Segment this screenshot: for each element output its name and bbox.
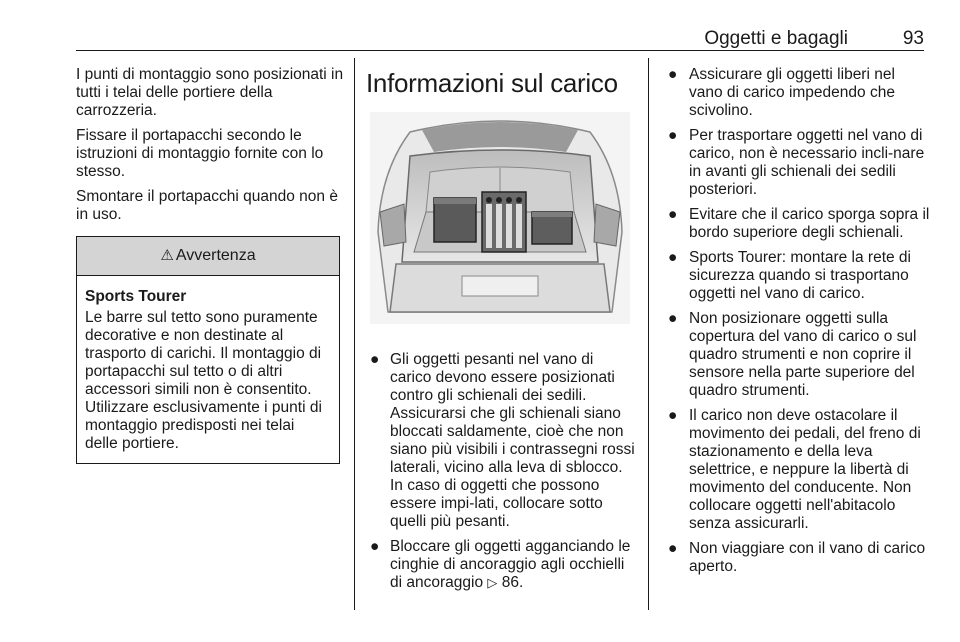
bullet-list [366, 351, 638, 592]
warning-box [76, 236, 340, 464]
list-item: ● Evitare che il carico sporga sopra il bordo superiore degli schienali. [668, 206, 930, 241]
warning-body [77, 276, 339, 463]
paragraph: Fissare il portapacchi secondo le istruzioni di montaggio fornite con lo stesso. [76, 127, 324, 180]
list-item: ● Il carico non deve ostacolare il movimento dei pedali, del freno di stazionamento e della leva selettrice, e neppure la libertà di movimento del conducente. Non collocare oggetti nell'abitacolo senza assicurarli. [668, 407, 921, 532]
bullet-icon: ● [668, 540, 678, 557]
bullet-icon: ● [668, 407, 678, 424]
column-right [664, 66, 930, 583]
paragraph: Smontare il portapacchi quando non è in uso. [76, 188, 338, 223]
warning-text: Le barre sul tetto sono puramente decorative e non destinate al trasporto di carichi. Il montaggio di portapacchi sul tetto o di altri accessori simili non è consentito. Utilizzare esclusivamente i punti di montaggio predisposti nei telai delle portiere. [85, 309, 322, 452]
page-reference[interactable]: 86. [501, 574, 524, 591]
column-divider [354, 58, 355, 610]
list-item: ● Non viaggiare con il vano di carico aperto. [668, 540, 926, 575]
bullet-icon: ● [668, 127, 678, 144]
list-item: ● Non posizionare oggetti sulla copertura del vano di carico o sul quadro strumenti e non coprire il sensore nella parte superiore del quadro strumenti. [668, 310, 917, 399]
bullet-icon: ● [668, 66, 678, 83]
column-left [76, 66, 344, 464]
bullet-icon: ● [668, 206, 678, 223]
bullet-list [664, 66, 930, 576]
warning-subtitle: Sports Tourer [85, 288, 187, 305]
header-title: Oggetti e bagagli [704, 28, 848, 49]
paragraph: I punti di montaggio sono posizionati in tutti i telai delle portiere della carrozzeria. [76, 66, 344, 119]
list-item: ● Assicurare gli oggetti liberi nel vano di carico impedendo che scivolino. [668, 66, 895, 119]
list-item: ● Gli oggetti pesanti nel vano di carico devono essere posizionati contro gli schienali dei sedili. Assicurarsi che gli schienali siano bloccati saldamente, cioè che non siano più visibili i contrassegni rossi laterali, vicino alla leva di sblocco. In caso di oggetti che possono essere impi-lati, collocare sotto quelli più pesanti. [370, 351, 635, 530]
page-header [76, 28, 924, 51]
column-middle [366, 66, 638, 599]
bullet-icon: ● [370, 351, 380, 368]
list-item: ● Sports Tourer: montare la rete di sicurezza quando si trasportano oggetti nel vano di carico. [668, 249, 911, 302]
page-number: 93 [902, 28, 924, 49]
list-item: ● Per trasportare oggetti nel vano di carico, non è necessario incli-nare in avanti gli schienali dei sedili posteriori. [668, 127, 925, 198]
page-reference-icon[interactable]: ▷ [487, 575, 498, 590]
car-trunk-load-illustration [370, 112, 630, 324]
warning-header [77, 237, 339, 276]
warning-title: Avvertenza [175, 247, 256, 264]
column-divider [648, 58, 649, 610]
warning-triangle-icon: ⚠ [160, 247, 174, 264]
bullet-icon: ● [370, 538, 380, 555]
list-item: ● Bloccare gli oggetti agganciando le cinghie di ancoraggio agli occhielli di ancoraggio ▷ 86. [370, 538, 631, 591]
bullet-icon: ● [668, 310, 678, 327]
section-title: Informazioni sul carico [366, 68, 618, 98]
bullet-icon: ● [668, 249, 678, 266]
